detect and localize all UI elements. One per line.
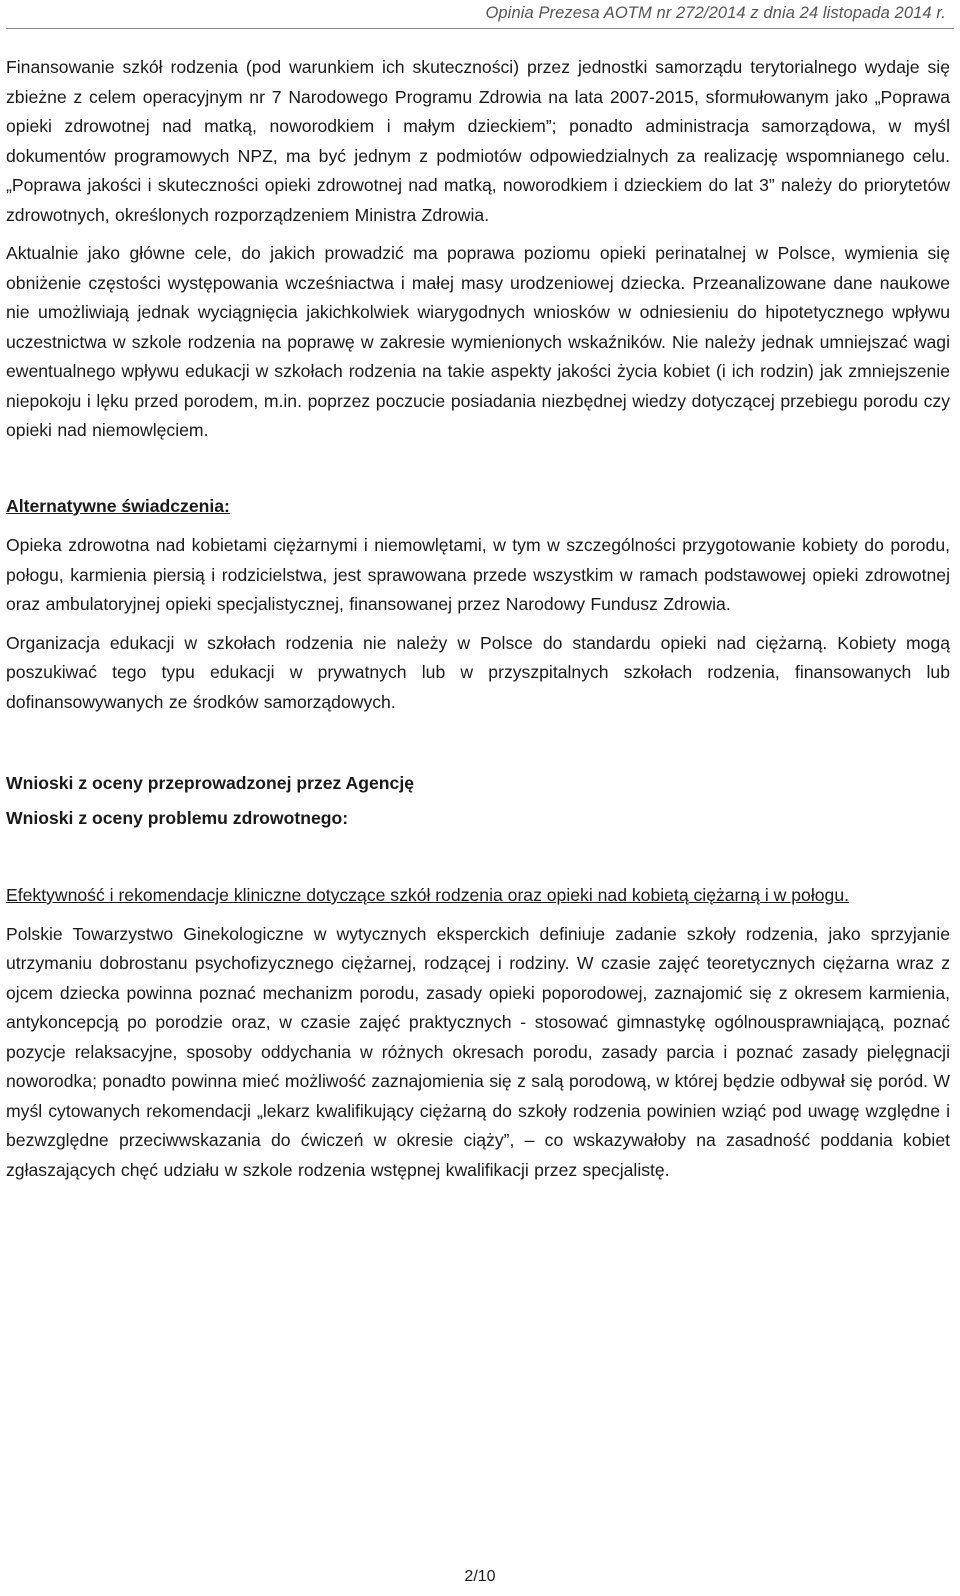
heading-health-problem-conclusions: Wnioski z oceny problemu zdrowotnego: <box>6 807 349 828</box>
page-number: 2/10 <box>464 1568 496 1585</box>
document-body <box>6 53 950 1194</box>
paragraph-education-standard: Organizacja edukacji w szkołach rodzenia nie należy w Polsce do standardu opieki nad ciężarną. Kobiety mogą poszukiwać tego typu edukacji w prywatnych lub w przyszpitalnych szkołach rodzenia, finansowanych lub dofinansowywanych ze środków samorządowych. <box>6 632 950 712</box>
heading-agency-conclusions: Wnioski z oceny przeprowadzonej przez Agencję <box>6 773 414 793</box>
paragraph-ptg-guidelines: Polskie Towarzystwo Ginekologiczne w wytycznych eksperckich definiuje zadanie szkoły rodzenia, jako sprzyjanie utrzymaniu dobrostanu psychofizycznego ciężarnej, rodzącej i rodziny. W czasie zajęć teoretycznych ciężarna wraz z ojcem dziecka powinna poznać mechanizm porodu, zasady opieki poporodowej, zaznajomić się z okresem karmienia, antykoncepcją po porodzie oraz, w czasie zajęć praktycznych - stosować gimnastykę ogólnousprawniającą, poznać pozycje relaksacyjne, sposoby oddychania w różnych okresach porodu, zasady parcia i poznać zasady pielęgnacji noworodka; ponadto powinna mieć możliwość zaznajomienia się z salą porodową, w której będzie odbywał się poród. W myśl cytowanych rekomendacji „lekarz kwalifikujący ciężarną do szkoły rodzenia powinien wziąć pod uwagę względne i bezwzględne przeciwwskazania do ćwiczeń w okresie ciąży”, – co wskazywałoby na zasadność poddania kobiet zgłaszających chęć udziału w szkole rodzenia wstępnej kwalifikacji przez specjalistę. <box>6 923 950 1180</box>
paragraph-alternative-care: Opieka zdrowotna nad kobietami ciężarnymi i niemowlętami, w tym w szczególności przygotowanie kobiety do porodu, połogu, karmienia piersią i rodzicielstwa, jest sprawowana przede wszystkim w ramach podstawowej opieki zdrowotnej oraz ambulatoryjnej opieki specjalistycznej, finansowanej przez Narodowy Fundusz Zdrowia. <box>6 535 950 614</box>
paragraph-financing: Finansowanie szkół rodzenia (pod warunkiem ich skuteczności) przez jednostki samorządu terytorialnego wydaje się zbieżne z celem operacyjnym nr 7 Narodowego Programu Zdrowia na lata 2007-2015, sformułowanym jako „Poprawa opieki zdrowotnej nad matką, noworodkiem i małym dzieckiem”; ponadto administracja samorządowa, w myśl dokumentów programowych NPZ, ma być jednym z podmiotów odpowiedzialnych za realizację wspomnianego celu. „Poprawa jakości i skuteczności opieki zdrowotnej nad matką, noworodkiem i dzieckiem do lat 3” należy do priorytetów zdrowotnych, określonych rozporządzeniem Ministra Zdrowia. <box>6 57 950 225</box>
subheading-clinical-recommendations: Efektywność i rekomendacje kliniczne dotyczące szkół rodzenia oraz opieki nad kobietą ciężarną i w połogu. <box>6 885 849 905</box>
paragraph-perinatal-goals: Aktualnie jako główne cele, do jakich prowadzić ma poprawa poziomu opieki perinatalnej w Polsce, wymienia się obniżenie częstości występowania wcześniactwa i małej masy urodzeniowej dziecka. Przeanalizowane dane naukowe nie umożliwiają jednak wyciągnięcia jakichkolwiek wiarygodnych wniosków w odniesieniu do hipotetycznego wpływu uczestnictwa w szkole rodzenia na poprawę w zakresie wymienionych wskaźników. Nie należy jednak umniejszać wagi ewentualnego wpływu edukacji w szkołach rodzenia na takie aspekty jakości życia kobiet (i ich rodzin) jak zmniejszenie niepokoju i lęku przed porodem, m.in. poprzez poczucie posiadania niezbędnej wiedzy dotyczącej przebiegu porodu czy opieki nad niemowlęciem. <box>6 243 950 440</box>
heading-alternative-services: Alternatywne świadczenia: <box>6 495 230 516</box>
header-divider <box>6 28 954 29</box>
document-header: Opinia Prezesa AOTM nr 272/2014 z dnia 24 listopada 2014 r. <box>485 4 946 22</box>
